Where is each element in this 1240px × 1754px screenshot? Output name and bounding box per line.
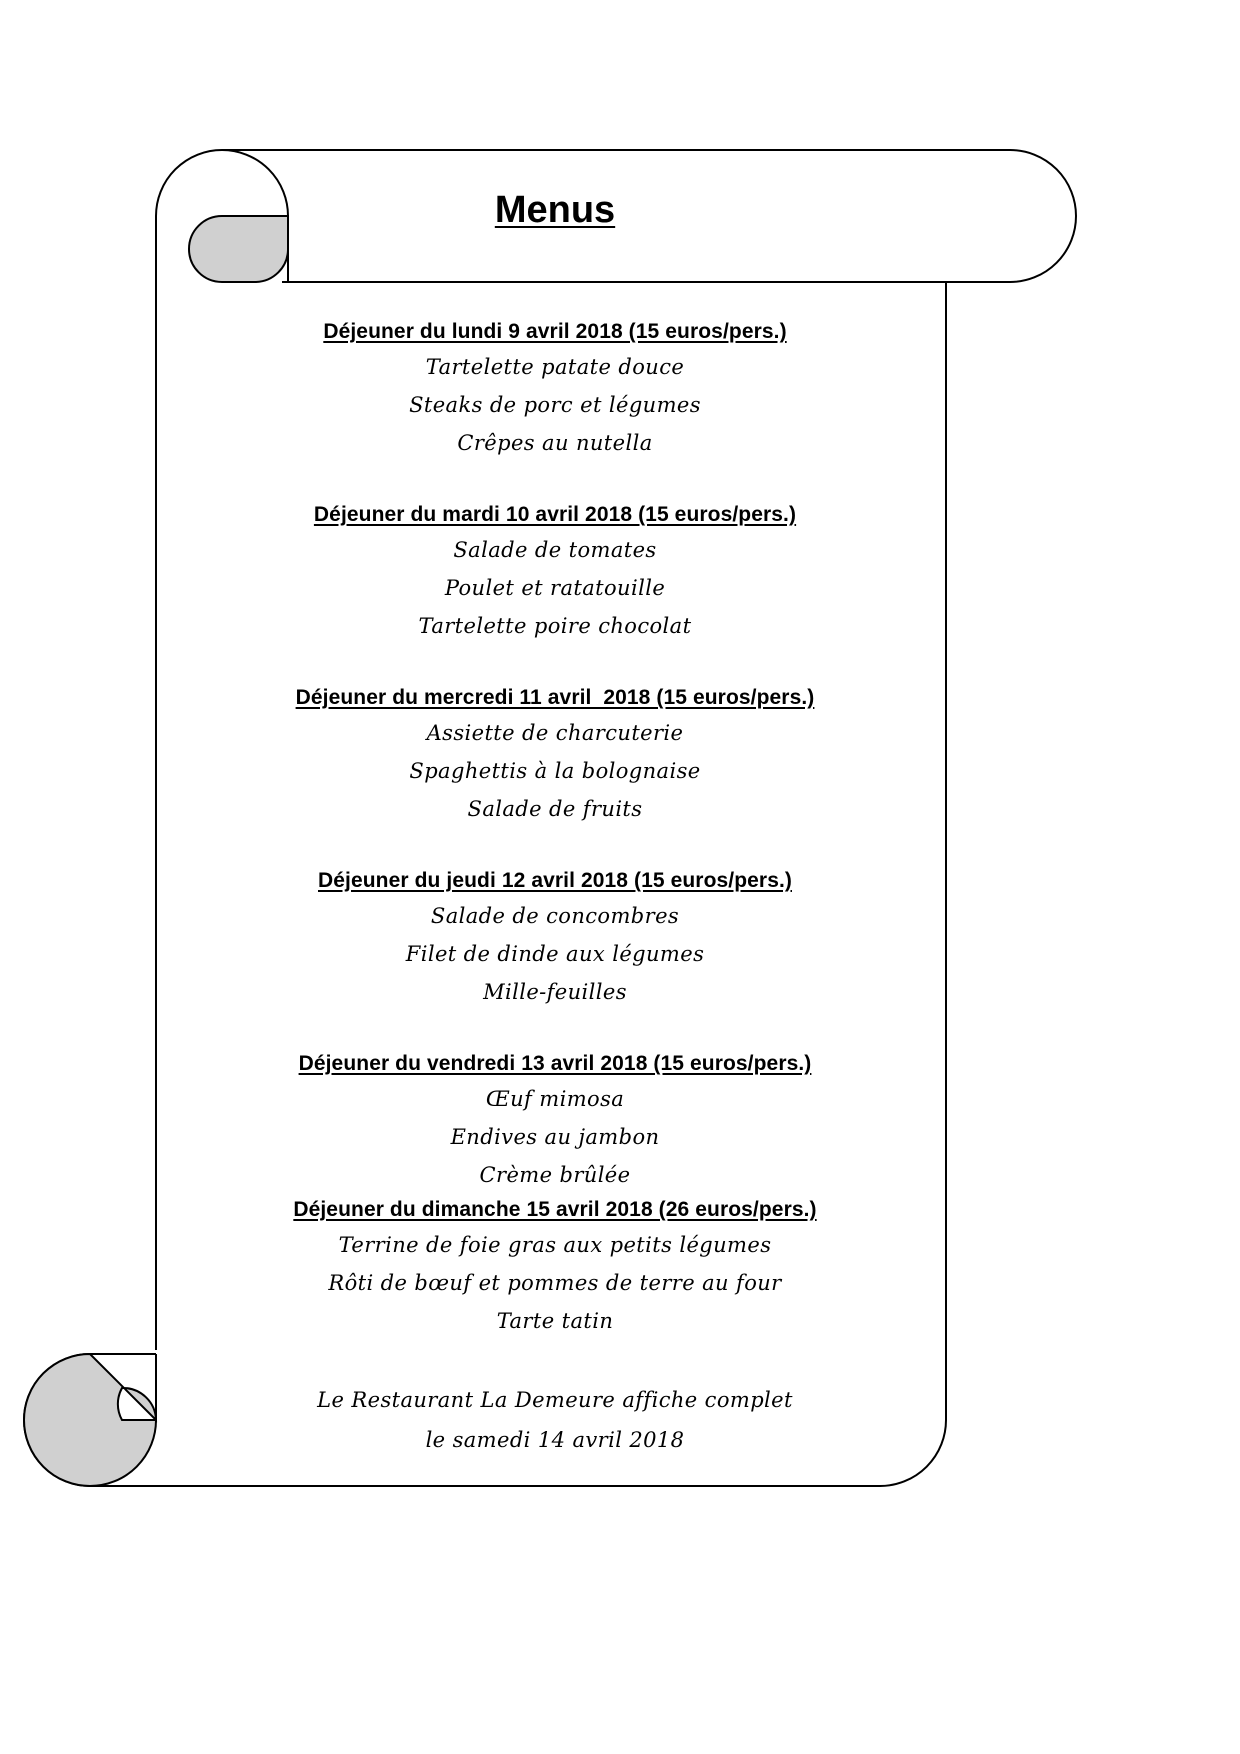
dish-dessert: Mille-feuilles [483,980,627,1004]
dish-starter: Salade de tomates [453,538,657,562]
dish-main: Endives au jambon [450,1125,660,1149]
menu-heading: Déjeuner du vendredi 13 avril 2018 (15 euros/pers.) [298,1052,812,1075]
footer-line-2: le samedi 14 avril 2018 [425,1428,685,1452]
footer-note [155,1380,955,1460]
menu-day-wednesday [155,682,955,828]
dish-main: Rôti de bœuf et pommes de terre au four [328,1271,782,1295]
menu-day-friday [155,1048,955,1194]
menu-heading: Déjeuner du jeudi 12 avril 2018 (15 euros/pers.) [318,869,792,892]
dish-dessert: Tartelette poire chocolat [418,614,692,638]
page-title: Menus [494,189,616,231]
scroll-bottom-curl [24,1354,156,1486]
dish-dessert: Crème brûlée [479,1163,631,1187]
dish-main: Spaghettis à la bolognaise [409,759,701,783]
menu-day-thursday [155,865,955,1011]
dish-dessert: Tarte tatin [496,1309,614,1333]
menu-day-tuesday [155,499,955,645]
dish-starter: Salade de concombres [430,904,680,928]
dish-starter: Tartelette patate douce [425,355,685,379]
dish-starter: Assiette de charcuterie [426,721,684,745]
dish-dessert: Crêpes au nutella [457,431,653,455]
footer-line-1: Le Restaurant La Demeure affiche complet [317,1388,793,1412]
menu-day-monday [155,316,955,462]
dish-main: Filet de dinde aux légumes [405,942,705,966]
dish-dessert: Salade de fruits [467,797,643,821]
dish-main: Steaks de porc et légumes [409,393,701,417]
dish-starter: Œuf mimosa [485,1087,625,1111]
dish-main: Poulet et ratatouille [444,576,666,600]
menu-heading: Déjeuner du mercredi 11 avril 2018 (15 euros/pers.) [295,686,815,709]
menu-heading: Déjeuner du dimanche 15 avril 2018 (26 euros/pers.) [293,1198,817,1221]
menu-day-sunday [155,1194,955,1340]
menu-heading: Déjeuner du lundi 9 avril 2018 (15 euros/pers.) [323,320,787,343]
dish-starter: Terrine de foie gras aux petits légumes [338,1233,772,1257]
menu-heading: Déjeuner du mardi 10 avril 2018 (15 euros/pers.) [313,503,797,526]
